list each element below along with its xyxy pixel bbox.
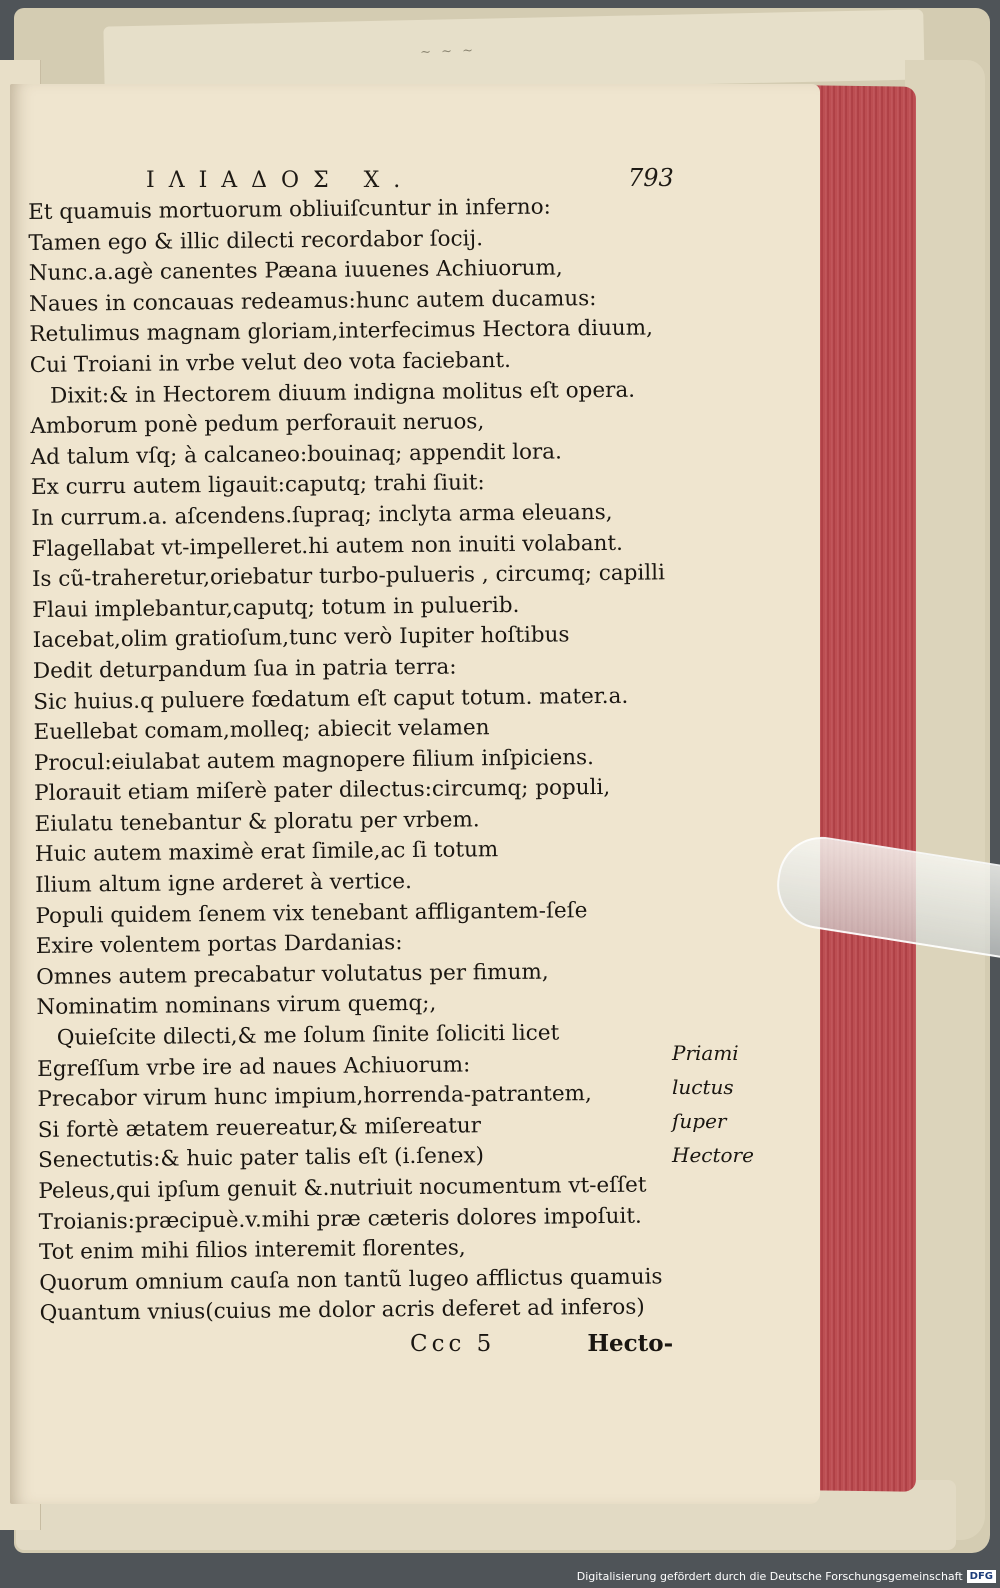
text-line: Euellebat comam,molleq; abiecit velamen (33, 715, 490, 746)
text-line: Ad talum vſq; à calcaneo:bouinaq; appendit lora. (30, 439, 563, 470)
text-line: Peleus,qui ipſum genuit &.nutriuit nocumentum vt-eſſet (38, 1172, 647, 1204)
cover-scribble: ~ ~ ~ (419, 43, 477, 61)
text-line: Procul:eiulabat autem magnopere filium inſpiciens. (33, 744, 595, 776)
text-line: Precabor virum hunc impium,horrenda-patrantem, (37, 1081, 592, 1113)
text-line: Exire volentem portas Dardanias: (35, 930, 403, 960)
text-line: Tamen ego & illic dilecti recordabor ſocij. (28, 225, 484, 256)
text-line: Huic autem maximè erat ſimile,ac ſi totum (34, 837, 499, 868)
text-line: Flaui implebantur,caputq; totum in puluerib. (32, 592, 520, 623)
text-line: Is cũ-traheretur,oriebatur turbo-pulueris , circumq; capilli (31, 560, 666, 593)
text-line: Quorum omnium cauſa non tantũ lugeo afflictus quamuis (39, 1264, 663, 1296)
marginal-note-line: ſuper (672, 1109, 727, 1133)
red-page-edges (806, 85, 916, 1492)
marginal-note-line: Priami (672, 1041, 739, 1065)
book-cover-right (905, 60, 985, 1540)
credit-text: Digitalisierung gefördert durch die Deutsche Forschungsgemeinschaft (576, 1569, 963, 1583)
text-line: Omnes autem precabatur volutatus per fimum, (36, 959, 549, 990)
text-line: Nominatim nominans virum quemq;, (36, 991, 437, 1021)
text-line: Nunc.a.agè canentes Pæana iuuenes Achiuorum, (28, 255, 563, 287)
page-number: 793 (628, 164, 674, 192)
text-line: Flagellabat vt-impelleret.hi autem non inuiti volabant. (31, 530, 624, 562)
marginal-note (672, 1036, 792, 1172)
dfg-logo-icon: DFG (967, 1570, 996, 1583)
text-line: Eiulatu tenebantur & ploratu per vrbem. (34, 807, 480, 837)
text-line: Ex curru autem ligauit:caputq; trahi ſiuit: (30, 470, 485, 501)
text-line: Amborum ponè pedum perforauit neruos, (30, 409, 485, 440)
text-line: Tot enim mihi filios interemit florentes, (38, 1235, 466, 1266)
text-block (28, 191, 690, 1330)
text-line: Senectutis:& huic pater talis eſt (i.ſenex) (37, 1143, 485, 1174)
text-line: Quantum vnius(cuius me dolor acris deferet ad inferos) (39, 1294, 645, 1327)
signature-mark: Ccc 5 (410, 1331, 496, 1357)
text-line: Dedit deturpandum ſua in patria terra: (32, 654, 457, 684)
text-line: Retulimus magnam gloriam,interfecimus Hectora diuum, (29, 315, 654, 348)
marginal-note-line: luctus (672, 1075, 734, 1099)
text-line: Plorauit etiam miſerè pater dilectus:circumq; populi, (34, 775, 611, 807)
text-line: Quieſcite dilecti,& me ſolum ſinite ſoliciti licet (56, 1020, 560, 1051)
page-footer-line (410, 1330, 673, 1357)
text-line: Sic huius.q puluere fœdatum eſt caput totum. mater.a. (33, 683, 629, 715)
text-line: Ilium altum igne arderet à vertice. (35, 869, 413, 899)
text-line: Naues in concauas redeamus:hunc autem ducamus: (28, 285, 597, 317)
text-line: Populi quidem ſenem vix tenebant affligantem-ſeſe (35, 897, 588, 929)
catchword: Hecto- (587, 1330, 674, 1357)
marginal-note-line: Hectore (672, 1143, 754, 1167)
text-line: Iacebat,olim gratioſum,tunc verò Iupiter hoſtibus (32, 622, 570, 654)
text-line: Egreſſum vrbe ire ad naues Achiuorum: (36, 1052, 471, 1082)
text-line: In currum.a. aſcendens.ſupraq; inclyta arma eleuans, (31, 499, 613, 531)
digitization-credit (577, 1568, 996, 1584)
running-head: ΙΛΙΑΔΟΣ X. (146, 168, 415, 193)
text-line: Si fortè ætatem reuereatur,& miſereatur (37, 1113, 482, 1143)
text-line: Et quamuis mortuorum obliuiſcuntur in inferno: (28, 194, 551, 225)
text-line: Dixit:& in Hectorem diuum indigna molitus eſt opera. (49, 377, 636, 409)
text-line: Troianis:præcipuè.v.mihi præ cæteris dolores impoſuit. (38, 1203, 642, 1235)
text-line: Cui Troiani in vrbe velut deo vota faciebant. (29, 347, 512, 378)
